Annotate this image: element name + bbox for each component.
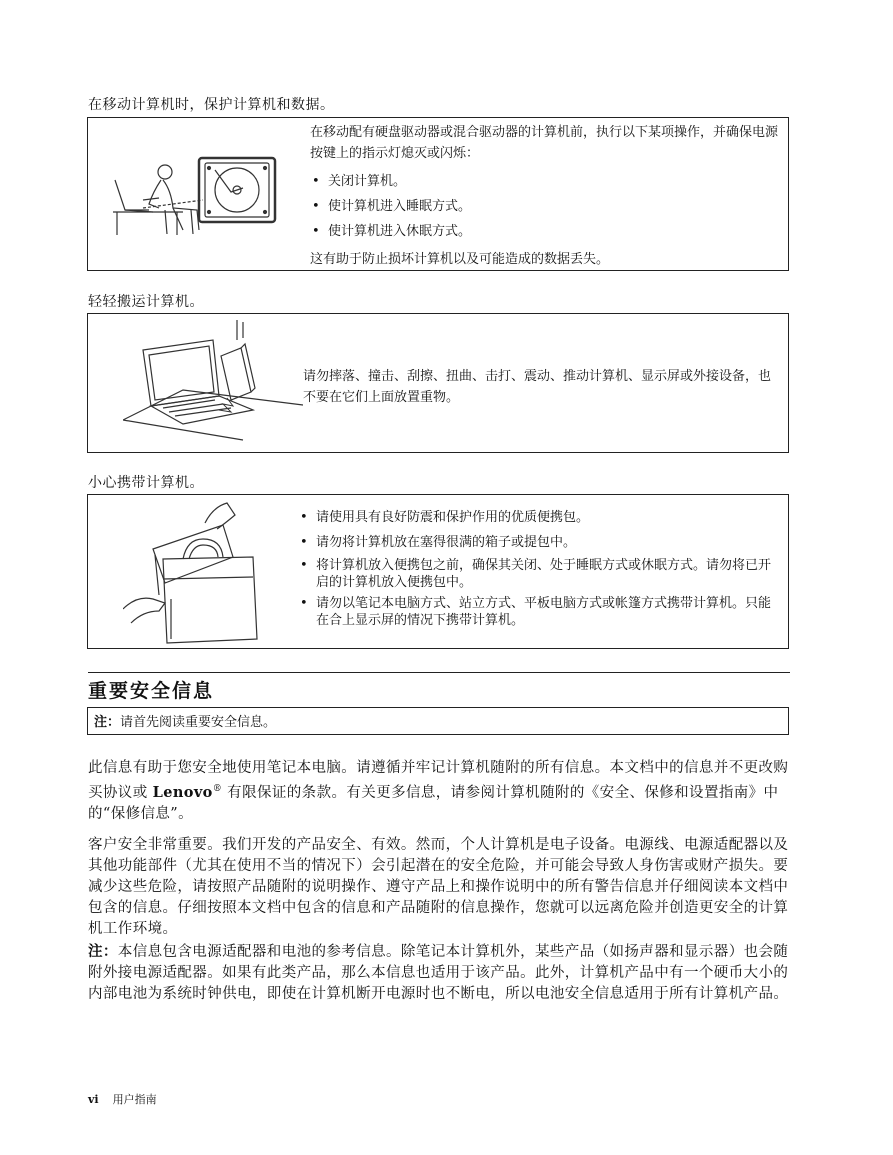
- laptop-impact-illustration: [123, 320, 303, 445]
- note-label: 注：: [94, 715, 121, 730]
- carry-bullets: [298, 507, 782, 629]
- section-heading-handle: 轻轻搬运计算机。: [88, 294, 204, 310]
- protect-intro: 在移动配有硬盘驱动器或混合驱动器的计算机前，执行以下某项操作，并确保电源按键上的指示灯熄灭或闪烁：: [310, 125, 779, 161]
- list-item: • 请勿将计算机放在塞得很满的箱子或提包中。: [298, 532, 782, 553]
- carry-box: [87, 494, 789, 649]
- para3-text: 本信息包含电源适配器和电池的参考信息。除笔记本计算机外，某些产品（如扬声器和显示器）也会随附外接电源适配器。如果有此类产品，那么本信息也适用于该产品。此外，计算机产品中有一个硬币大小的内部电池为系统时钟供电，即使在计算机断开电源时也不断电，所以电池安全信息适用于所有计算机产品。: [88, 944, 789, 1002]
- list-item: • 请使用具有良好防震和保护作用的优质便携包。: [298, 507, 782, 528]
- laptop-bag-illustration: [123, 499, 273, 644]
- list-item: • 使计算机进入休眠方式。: [310, 221, 780, 242]
- safety-paragraph-2: 客户安全非常重要。我们开发的产品安全、有效。然而，个人计算机是电子设备。电源线、电源适配器以及其他功能部件（尤其在使用不当的情况下）会引起潜在的安全危险，并可能会导致人身伤害或财产损失。要减少这些危险，请按照产品随附的说明操作、遵守产品上和操作说明中的所有警告信息并仔细阅读本文档中包含的信息。仔细按照本文档中包含的信息和产品随附的信息操作，您就可以远离危险并创造更安全的计算机工作环境。: [88, 837, 789, 937]
- protect-box: [87, 117, 789, 271]
- handle-box: [87, 313, 789, 453]
- page-number: vi: [88, 1093, 99, 1106]
- list-item: • 请勿以笔记本电脑方式、站立方式、平板电脑方式或帐篷方式携带计算机。只能在合上显示屏的情况下携带计算机。: [298, 595, 782, 629]
- list-item: • 使计算机进入睡眠方式。: [310, 196, 780, 217]
- safety-note: [87, 707, 789, 735]
- section-divider: [88, 672, 790, 673]
- registered-mark: ®: [212, 784, 223, 794]
- list-item: • 关闭计算机。: [310, 171, 780, 192]
- para1-text-b: 有限保证的条款。有关更多信息，请参阅计算机随附的《安全、保修和设置指南》中的“保修信息”。: [88, 784, 779, 822]
- section-heading-carry: 小心携带计算机。: [88, 475, 204, 491]
- note-text: 请首先阅读重要安全信息。: [120, 715, 277, 730]
- para3-label: 注：: [88, 943, 118, 960]
- safety-title: 重要安全信息: [88, 680, 215, 702]
- safety-paragraph-3: [88, 941, 790, 1005]
- lenovo-brand: Lenovo: [152, 783, 213, 801]
- safety-paragraph-1: [88, 758, 790, 825]
- footer-title: 用户指南: [112, 1093, 157, 1106]
- protect-outro: 这有助于防止损坏计算机以及可能造成的数据丢失。: [310, 252, 610, 267]
- computer-user-harddisk-illustration: [103, 130, 303, 260]
- section-heading-protect: 在移动计算机时，保护计算机和数据。: [88, 97, 335, 113]
- para1-text-a: 此信息有助于您安全地使用笔记本电脑。请遵循并牢记计算机随附的所有信息。本文档中的信息并不更改购买协议或: [88, 760, 789, 801]
- protect-bullets: [310, 171, 780, 242]
- list-item: • 将计算机放入便携包之前，确保其关闭、处于睡眠方式或休眠方式。请勿将已开启的计算机放入便携包中。: [298, 557, 782, 591]
- page-footer: [88, 1091, 157, 1107]
- handle-text: 请勿摔落、撞击、刮擦、扭曲、击打、震动、推动计算机、显示屏或外接设备，也不要在它们上面放置重物。: [303, 369, 772, 405]
